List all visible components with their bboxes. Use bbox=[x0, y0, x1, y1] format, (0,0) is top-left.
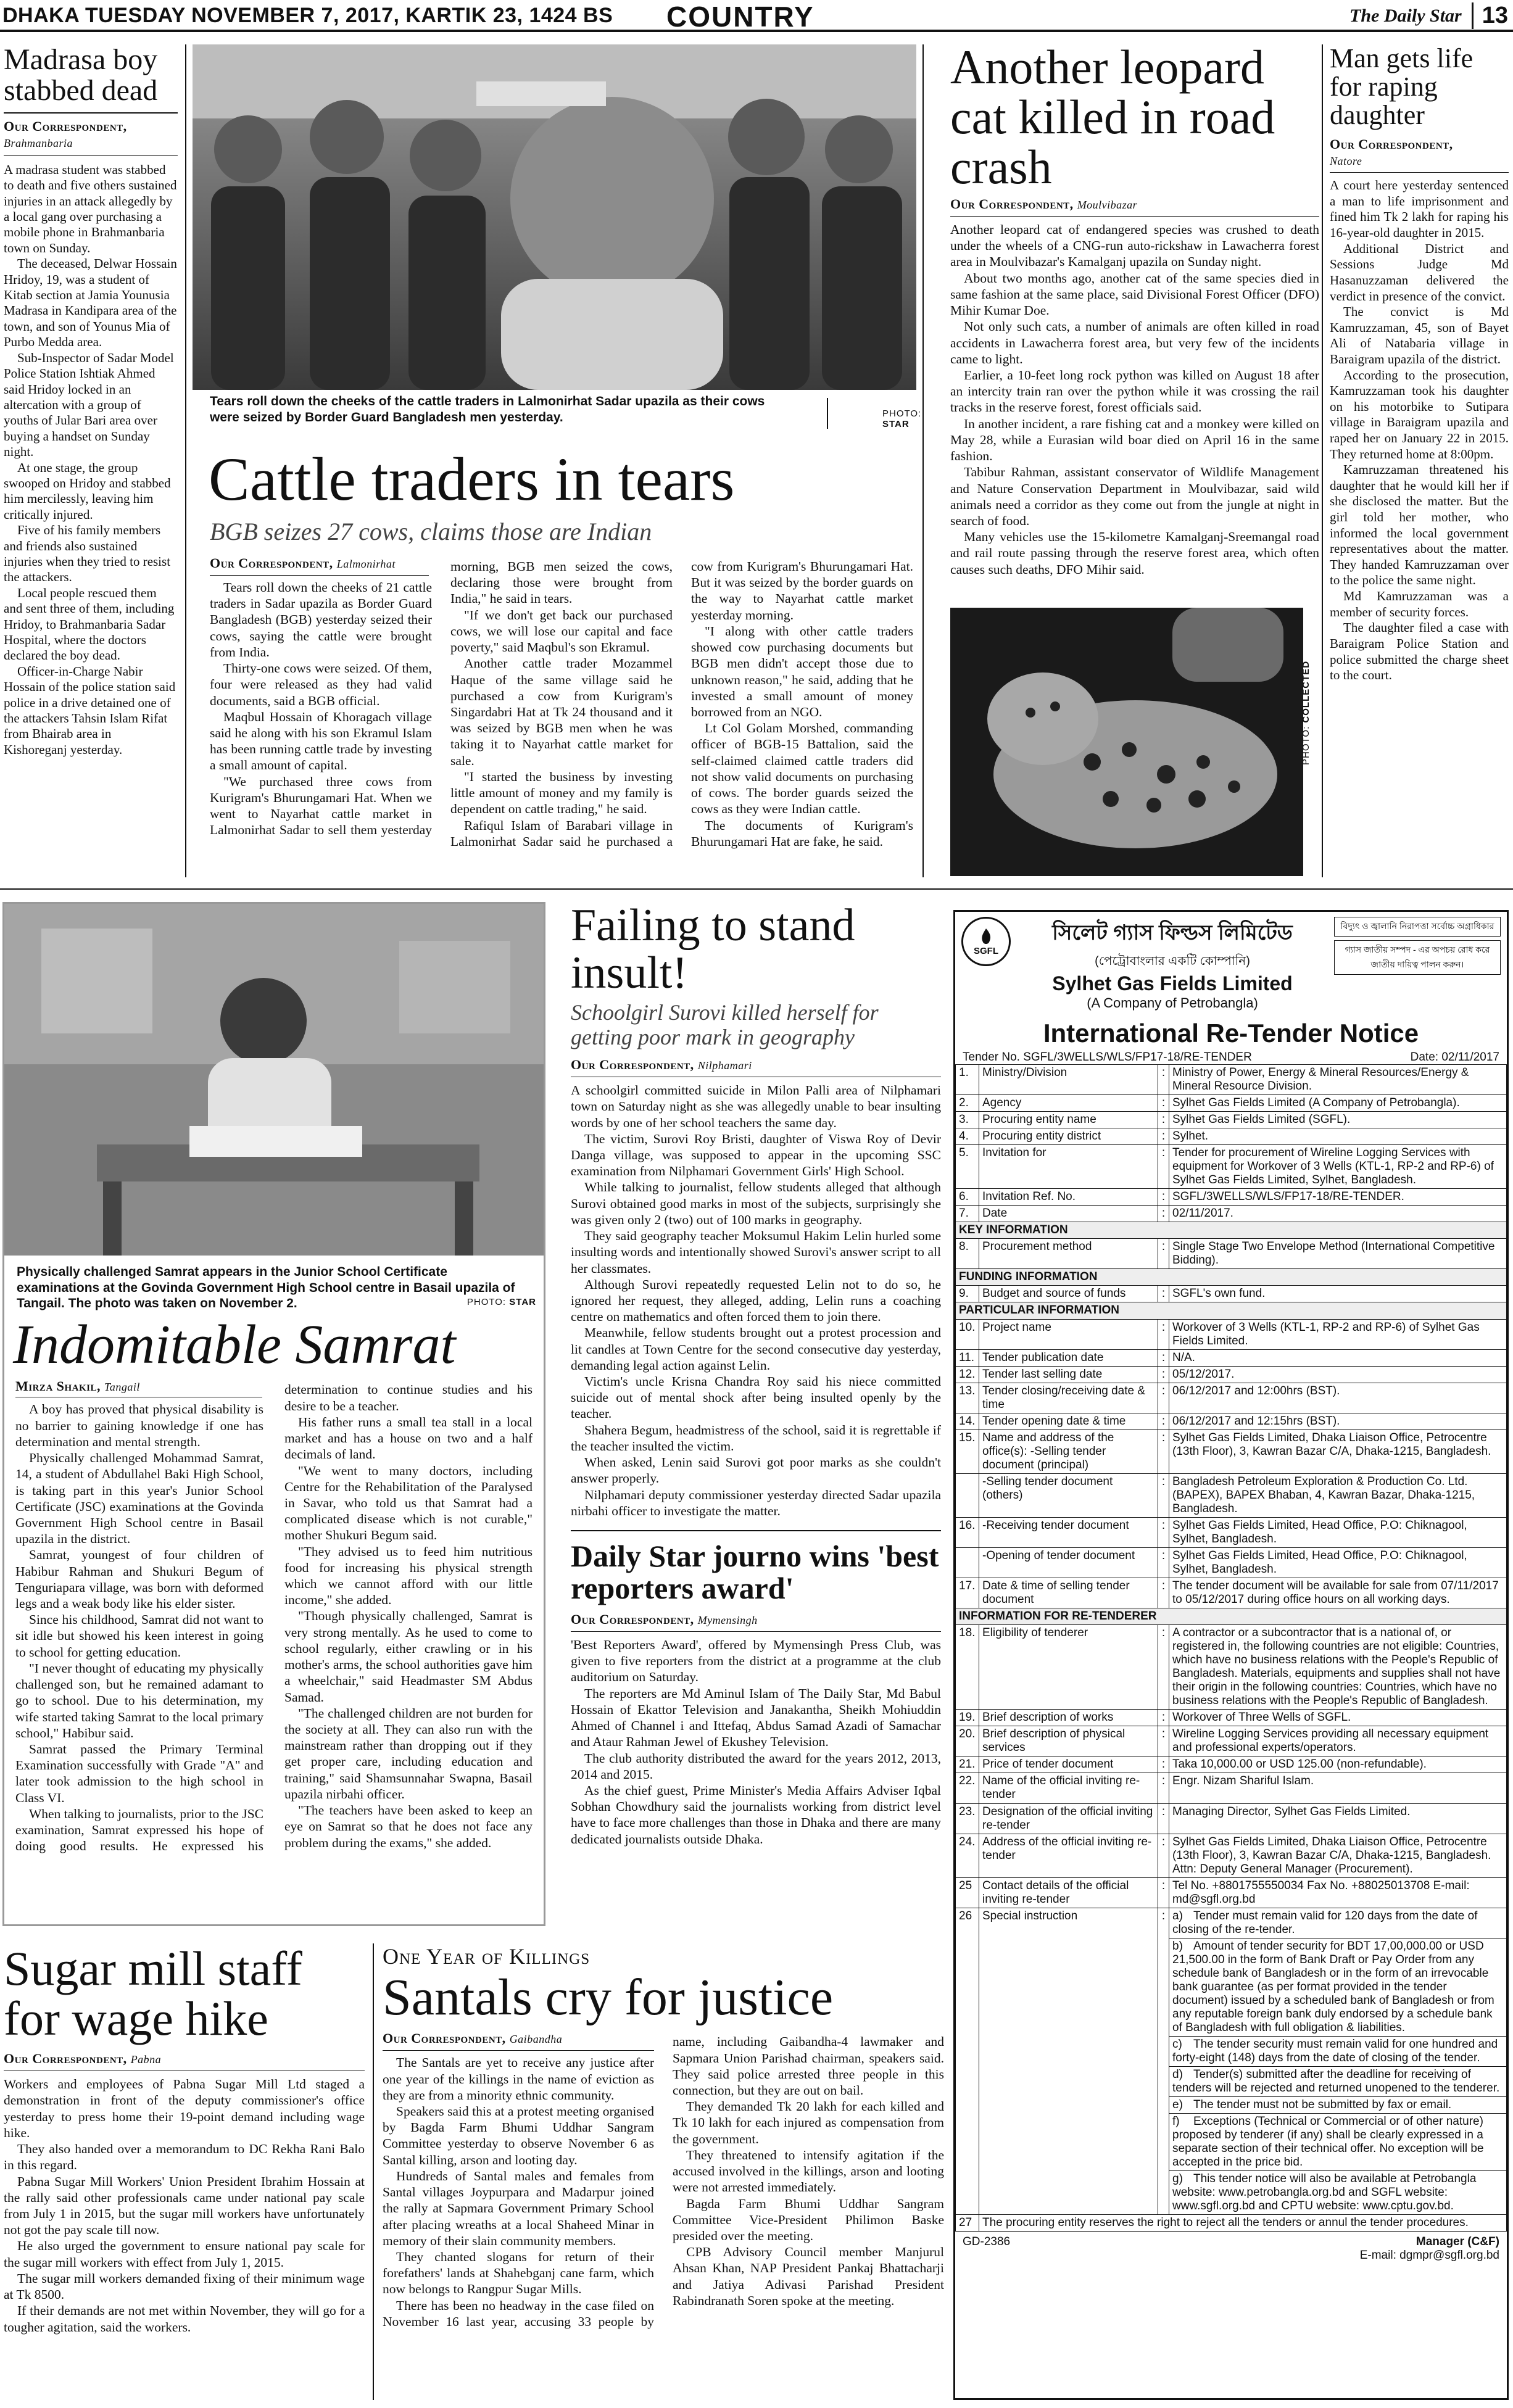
byline-rape: Our Correspondent, Natore bbox=[1330, 136, 1509, 173]
tender-ref: Tender No. SGFL/3WELLS/WLS/FP17-18/RE-TENDER Date: 02/11/2017 bbox=[963, 1051, 1499, 1064]
story-samrat bbox=[2, 902, 545, 1926]
photo-cattle-traders bbox=[193, 44, 916, 390]
credit-cattle: PHOTO: STAR bbox=[882, 408, 922, 429]
headline-surovi: Failing to stand insult! bbox=[571, 900, 855, 998]
tender-row: -Opening of tender document : Sylhet Gas Fields Limited, Head Office, P.O: Chiknagool, Sylhet, Bangladesh. bbox=[956, 1547, 1507, 1578]
crowd-photo-icon bbox=[193, 44, 916, 390]
tender-special-row: e) The tender must not be submitted by fax or email. bbox=[956, 2097, 1507, 2114]
tender-special-row: b) Amount of tender security for BDT 17,00,000.00 or USD 21,500.00 in the form of Bank Draft or Pay Order from any schedule bank of Bangladesh or in the form of an irrevocable bank guarantee (as per format provided in the tender document) issued by a scheduled bank of Bangladesh or from any reputable foreign bank duly endorsed by a schedule bank of Bangladesh with full obligation & liabilities. bbox=[956, 1938, 1507, 2036]
body-santals: The Santals are yet to receive any justice after one year of the killings in the name of eviction as they are from a minority ethnic community. Speakers said this at a protest meeting organised by Bagda Farm Bhumi Uddhar Sangram Committee yesterday to observe November 6 as Santal killing, arson and looting day. Hundreds of Santal males and females from Santal villages Joypurpara and Madarpur joined the rally at Sapmara Government Primary School after placing wreaths at a local Shaheed Minar in memory of their slain community members. They chanted slogans for return of their forefathers' lands at Shahebganj cane farm, which now belongs to Rangpur Sugar Mills. There has been no headway in the case filed on November 16 last year, accusing 33 people by name, including Gaibandha-4 lawmaker and Sapmara Union Parishad chairman, speakers said. They said police arrested three people in this connection, but they are out on bail. They demanded Tk 20 lakh for each killed and Tk 10 lakh for each injured as compensation from the government. They threatened to intensify agitation if the accused involved in the killings, arson and looting were not arrested immediately. Bagda Farm Bhumi Uddhar Sangram Committee Vice-President Philimon Baske presided over the meeting. CPB Advisory Council member Manjurul Ahsan Khan, NAP President Pankaj Bhattacharji and Jatiya Adivasi Parishad President Rabindranath Soren spoke at the meeting. bbox=[383, 2034, 944, 2329]
tender-row: 11. Tender publication date : N/A. bbox=[956, 1349, 1507, 1366]
tender-row: 23. Designation of the official inviting re-tender : Managing Director, Sylhet Gas Fields Limited. bbox=[956, 1803, 1507, 1834]
org-name-bn: সিলেট গ্যাস ফিল্ডস লিমিটেড bbox=[1052, 921, 1293, 945]
tender-section: INFORMATION FOR RE-TENDERER bbox=[956, 1608, 1507, 1625]
tender-row: 7. Date : 02/11/2017. bbox=[956, 1206, 1507, 1222]
byline-surovi: Our Correspondent, Nilphamari bbox=[571, 1057, 941, 1077]
tender-special-row: f) Exceptions (Technical or Commercial or of other nature) proposed by tenderer (if any) shall be clearly expressed in a separate section of their technical offer. No exception will be accepted in the price bid. bbox=[956, 2114, 1507, 2171]
dateline: DHAKA TUESDAY NOVEMBER 7, 2017, KARTIK 23, 1424 BS bbox=[2, 4, 613, 27]
tender-row: 15. Name and address of the office(s): -Selling tender document (principal) : Sylhet Gas Fields Limited, Dhaka Liaison Office, Petrocentre (13th Floor), 3, Kawran Bazar C/A, Dhaka-1215, Bangladesh. bbox=[956, 1429, 1507, 1473]
body-surovi: A schoolgirl committed suicide in Milon Palli area of Nilphamari town on Saturday night as she was allegedly unable to bear insulting words by one of her school teachers the same day. The victim, Surovi Roy Bristi, daughter of Viswa Roy of Devir Danga village, was supposed to appear in the upcoming SSC examination from Nilphamari Government Girls' High School. While talking to journalist, fellow students alleged that although Surovi obtained good marks in most of the subjects, surprisingly she was given only 2 (two) out of 100 marks in geography. They said geography teacher Moksumul Hakim Lelin hurled some insulting words and intentionally showed Surovi's answer script to all her classmates. Although Surovi repeatedly requested Lelin not to do so, he ignored her request, they alleged, adding, Lelin runs a coaching centre on mathematics and often forced them to join there. Meanwhile, fellow students brought out a protest procession and lit candles at Town Centre for the second consecutive day yesterday, demanding legal action against Lelin. Victim's uncle Krisna Chandra Roy said his niece committed suicide out of mental shock after being insulted openly by the teacher. Shahera Begum, headmistress of the school, said it is regrettable if the teacher insulted the victim. When asked, Lenin said Surovi got poor marks as she couldn't answer properly. Nilphamari deputy commissioner yesterday directed Sadar upazila nirbahi officer to investigate the matter. bbox=[571, 1083, 941, 1518]
photo-samrat bbox=[4, 904, 544, 1256]
paper-logo: The Daily Star bbox=[1349, 5, 1462, 26]
body-journo: 'Best Reporters Award', offered by Mymensingh Press Club, was given to five reporters from the district at a programme at the club auditorium on Saturday. The reporters are Md Aminul Islam of The Daily Star, Md Babul Hossain of Ekattor Television and Janakantha, Sheikh Mohiuddin Ahmed of Channel i and Ittefaq, Abdus Samad Azadi of Samachar and Ataur Rahman Jewel of Ekushey Television. The club authority distributed the award for the years 2012, 2013, 2014 and 2015. As the chief guest, Prime Minister's Media Affairs Adviser Iqbal Sobhan Chowdhury said the journalists working from district level have to face more challenges than those in Dhaka and there are many dedicated journalists outside Dhaka. bbox=[571, 1637, 941, 1847]
tender-notice bbox=[953, 910, 1509, 2400]
tender-row: 4. Procuring entity district : Sylhet. bbox=[956, 1128, 1507, 1145]
credit-leopard: PHOTO: COLLECTED bbox=[1301, 660, 1311, 765]
tender-row: 18. Eligibility of tenderer : A contractor or a subcontractor that is a national of, or registered in, the following countries are not eligible: Countries, which have no business relations with the People's Republic of Bangladesh. Materials, equipments and supplies shall not have their origin in the following countries: Countries, which have no business relations with the People's Republic of Bangladesh. bbox=[956, 1625, 1507, 1710]
tender-row: 1. Ministry/Division : Ministry of Power, Energy & Mineral Resources/Energy & Mineral Resource Division. bbox=[956, 1065, 1507, 1095]
tender-section: KEY INFORMATION bbox=[956, 1222, 1507, 1239]
story-santals bbox=[383, 1943, 944, 2379]
body-leopard: Another leopard cat of endangered species was crushed to death under the wheels of a CNG-run auto-rickshaw in Lawacherra forest area in Moulvibazar's Kamalganj upazila on Sunday night. About two months ago, another cat of the same species died in same fashion at the same place, said Divisional Forest Officer (DFO) Mihir Kumar Doe. Not only such cats, a number of animals are often killed in road accidents in Lawacherra forest area, but very few of the incidents came to light. Earlier, a 10-feet long rock python was killed on August 18 after an intercity train ran over the python while it was crossing the rail tracks in the reserve forest, forest officials said. In another incident, a rare fishing cat and a monkey were killed on May 28, while a Eurasian wild boar died on April 16 in the same fashion. Tabibur Rahman, assistant conservator of Wildlife Management and Nature Conservation Department in Moulvibazar, said wild animals need a corridor as they come out from the jungle at night in search of food. Many vehicles use the 15-kilometre Kamalganj-Sreemangal road and rail route passing through the reserve forest area, which often causes such deaths, DFO Mihir said. bbox=[950, 222, 1319, 577]
body-cattle: Tears roll down the cheeks of 21 cattle traders in Sadar upazila as Border Guard Bangladesh (BGB) yesterday seized their cows, saying the cattle were brought from India. Thirty-one cows were seized. Of them, four were released as they had valid documents, said a BGB official. Maqbul Hossain of Khoragach village said he along with his son Ekramul Islam has been running cattle trade by investing a small amount of capital. "We purchased three cows from Kurigram's Bhurungamari Hat. When we went to Nayarhat cattle market in Lalmonirhat Sadar to sell them yesterday morning, BGB men seized the cows, declaring those were brought from India," he said in tears. "If we don't get back our purchased cows, we will lose our capital and face poverty," said Maqbul's son Ekramul. Another cattle trader Mozammel Haque of the same village said he purchased a cow from Kurigram's Singardabri Hat at Tk 24 thousand and it was seized by BGB men when he was taking it to Nayarhat cattle market for sale. "I started the business by investing little amount of money and my family is dependent on cattle trading," he said. Rafiqul Islam of Barabari village in Lalmonirhat Sadar said he purchased a cow from Kurigram's Bhurungamari Hat. But it was seized by the border guards on the way to Nayarhat cattle market yesterday morning. "I along with other cattle traders showed cow purchasing documents but BGB men didn't accept those due to unknown reason," he said, adding that he invested a small amount of money borrowed from an NGO. Lt Col Golam Morshed, commanding officer of BGB-15 Battalion, said the self-claimed claimed cattle traders did not show valid documents on purchasing of cows. The border guards seized the cows as they were Indian cattle. The documents of Kurigram's Bhurungamari Hat are fake, he said. bbox=[210, 559, 913, 849]
tender-org bbox=[1017, 917, 1328, 1011]
tender-row: 19. Brief description of works : Workover of Three Wells of SGFL. bbox=[956, 1710, 1507, 1726]
headline-samrat: Indomitable Samrat bbox=[13, 1314, 456, 1375]
body-madrasa: A madrasa student was stabbed to death and five others sustained injuries in an attack allegedly by a local gang over purchasing a mobile phone in Brahmanbaria town on Sunday. The deceased, Delwar Hossain Hridoy, 19, was a student of Kitab section at Jamia Younusia Madrasa in Kandipara area of the town, and son of Younus Mia of Purbo Medda area. Sub-Inspector of Sadar Model Police Station Ishtiak Ahmed said Hridoy locked in an altercation with a group of youths of Jular Bari area over buying a handset on Sunday night. At one stage, the group swooped on Hridoy and stabbed him mercilessly, leaving him critically injured. Five of his family members and friends also sustained injuries when they tried to resist the attackers. Local people rescued them and sent three of them, including Hridoy, to Brahmanbaria Sadar Hospital, where the doctors declared the boy dead. Officer-in-Charge Nabir Hossain of the police station said police in a drive detained one of the attackers Tahsin Islam Rifat from Bhairab area in Kishoreganj yesterday. bbox=[4, 162, 177, 757]
tender-section: PARTICULAR INFORMATION bbox=[956, 1302, 1507, 1319]
headline-madrasa: Madrasa boy stabbed dead bbox=[4, 43, 158, 107]
sgfl-logo-icon: SGFL bbox=[961, 917, 1011, 966]
tender-slogans bbox=[1334, 917, 1501, 975]
tender-row: 22. Name of the official inviting re-tender : Engr. Nizam Shariful Islam. bbox=[956, 1773, 1507, 1803]
photo-leopard-cat bbox=[950, 608, 1303, 876]
story-cattle-body bbox=[210, 555, 913, 867]
tender-row: 6. Invitation Ref. No. : SGFL/3WELLS/WLS/FP17-18/RE-TENDER. bbox=[956, 1189, 1507, 1206]
tender-row: -Selling tender document (others) : Bangladesh Petroleum Exploration & Production Co. Ltd. (BAPEX), BAPEX Bhaban, 4, Kawran Bazar, Dhaka-1215, Bangladesh. bbox=[956, 1473, 1507, 1517]
tender-row: 13. Tender closing/receiving date & time : 06/12/2017 and 12:00hrs (BST). bbox=[956, 1383, 1507, 1413]
org-sub-bn: (পেট্রোবাংলার একটি কোম্পানি) bbox=[1095, 954, 1250, 968]
tender-row: 25 Contact details of the official inviting re-tender : Tel No. +8801755550034 Fax No. +88025013708 E-mail: md@sgfl.org.bd bbox=[956, 1877, 1507, 1908]
headline-journo: Daily Star journo wins 'best reporters award' bbox=[571, 1539, 939, 1605]
headline-cattle: Cattle traders in tears bbox=[209, 445, 735, 513]
deck-cattle: BGB seizes 27 cows, claims those are Indian bbox=[210, 518, 652, 545]
slogan-2: গ্যাস জাতীয় সম্পদ - এর অপচয় রোধ করে জাতীয় দায়িত্ব পালন করুন। bbox=[1334, 940, 1501, 975]
tender-row: 5. Invitation for : Tender for procurement of Wireline Logging Services with equipment for Workover of 3 Wells (KTL-1, RP-2 and RP-6) of Sylhet Gas Fields Limited, Sylhet, Bangladesh. bbox=[956, 1145, 1507, 1189]
byline-samrat: Mirza Shakil, Tangail bbox=[15, 1378, 262, 1397]
deck-surovi: Schoolgirl Surovi killed herself for getting poor mark in geography bbox=[571, 999, 879, 1049]
footer-sign: Manager (C&F) E-mail: dgmpr@sgfl.org.bd bbox=[1359, 2235, 1499, 2262]
tender-footer bbox=[955, 2232, 1507, 2262]
caption-samrat: Physically challenged Samrat appears in the Junior School Certificate examinations at the Govinda Government High School centre in Basail upazila of Tangail. The photo was taken on November 2. bbox=[17, 1265, 515, 1311]
body-rape: A court here yesterday sentenced a man to life imprisonment and fined him Tk 2 lakh for raping his 16-year-old daughter in 2015. Additional District and Sessions Judge Md Hasanuzzaman delivered the verdict in presence of the convict. The convict is Md Kamruzzaman, 45, son of Bayet Ali of Natabaria village in Baraigram upazila of the district. According to the prosecution, Kamruzzaman took his daughter on his motorbike to Sutipara village in Baraigram upazila and raped her on January 22 in 2015. They returned home at 8:00pm. Kamruzzaman threatened his daughter that he would kill her if she disclosed the matter. But the girl told her mother, who informed the local government representatives about the matter. They handed Kamruzzaman over to the police the same night. Md Kamruzzaman was a member of security forces. The daughter filed a case with Baraigram Police Station and police submitted the charge sheet to the court. bbox=[1330, 178, 1509, 683]
slogan-1: বিদ্যুৎ ও জ্বালানি নিরাপত্তা সর্বোচ্চ অগ্রাধিকার bbox=[1334, 917, 1501, 937]
tender-row: 2. Agency : Sylhet Gas Fields Limited (A Company of Petrobangla). bbox=[956, 1095, 1507, 1112]
headline-santals: Santals cry for justice bbox=[383, 1969, 834, 2026]
headline-leopard: Another leopard cat killed in road crash bbox=[950, 40, 1275, 194]
column-rule bbox=[185, 44, 186, 877]
classroom-photo-icon bbox=[4, 904, 544, 1256]
tender-row: 3. Procuring entity name : Sylhet Gas Fields Limited (SGFL). bbox=[956, 1112, 1507, 1128]
section-name: COUNTRY bbox=[666, 1, 815, 33]
column-rule bbox=[1322, 44, 1323, 877]
divider bbox=[4, 112, 178, 114]
tender-row: 14. Tender opening date & time : 06/12/2017 and 12:15hrs (BST). bbox=[956, 1413, 1507, 1429]
byline-madrasa: Our Correspondent, Brahmanbaria bbox=[4, 118, 127, 149]
divider bbox=[4, 155, 178, 156]
credit-samrat: PHOTO: STAR bbox=[466, 1296, 536, 1307]
tender-row: 10. Project name : Workover of 3 Wells (KTL-1, RP-2 and RP-6) of Sylhet Gas Fields Limited. bbox=[956, 1319, 1507, 1349]
headline-sugar: Sugar mill staff for wage hike bbox=[4, 1942, 302, 2046]
column-rule bbox=[922, 44, 924, 877]
story-journo bbox=[571, 1530, 941, 1847]
tender-row: 8. Procurement method : Single Stage Two Envelope Method (International Competitive Bidding). bbox=[956, 1239, 1507, 1269]
masthead-right bbox=[1349, 2, 1508, 29]
org-name-en: Sylhet Gas Fields Limited bbox=[1052, 972, 1293, 995]
tender-row: 16. -Receiving tender document : Sylhet Gas Fields Limited, Head Office, P.O: Chiknagool, Sylhet, Bangladesh. bbox=[956, 1517, 1507, 1547]
tender-row: 21. Price of tender document : Taka 10,000.00 or USD 125.00 (non-refundable). bbox=[956, 1756, 1507, 1773]
tender-row: 9. Budget and source of funds : SGFL's own fund. bbox=[956, 1286, 1507, 1302]
caption-cattle: Tears roll down the cheeks of the cattle traders in Lalmonirhat Sadar upazila as their cows were seized by Border Guard Bangladesh men yesterday. bbox=[210, 394, 765, 424]
section-divider bbox=[0, 888, 1513, 890]
story-leopard bbox=[950, 196, 1319, 577]
tender-table bbox=[955, 1064, 1507, 2232]
tender-special-row: 26 Special instruction : a) Tender must remain valid for 120 days from the date of closing of the re-tender. bbox=[956, 1908, 1507, 1938]
story-samrat-body bbox=[4, 1373, 544, 1887]
notice-title: International Re-Tender Notice bbox=[1043, 1019, 1419, 1048]
leopard-cat-icon bbox=[950, 608, 1303, 876]
byline-sugar: Our Correspondent, Pabna bbox=[4, 2051, 365, 2071]
org-sub-en: (A Company of Petrobangla) bbox=[1087, 995, 1258, 1011]
tender-special-row: g) This tender notice will also be available at Petrobangla website: www.petrobangla.org.bd and SGFL website: www.sgfl.org.bd and CPTU website: www.cptu.gov.bd. bbox=[956, 2171, 1507, 2215]
tender-row: 17. Date & time of selling tender document : The tender document will be available for sale from 07/11/2017 to 05/12/2017 during office hours on all working days. bbox=[956, 1578, 1507, 1608]
byline-leopard: Our Correspondent, Moulvibazar bbox=[950, 196, 1319, 217]
byline-journo: Our Correspondent, Mymensingh bbox=[571, 1612, 941, 1632]
kicker-santals: One Year of Killings bbox=[383, 1944, 591, 1969]
page-number: 13 bbox=[1472, 2, 1508, 29]
byline-santals: Our Correspondent, Gaibandha bbox=[383, 2030, 654, 2051]
byline-cattle: Our Correspondent, Lalmonirhat bbox=[210, 555, 429, 576]
tender-row: 24. Address of the official inviting re-tender : Sylhet Gas Fields Limited, Dhaka Liaison Office, Petrocentre (13th Floor), 3, Kawran Bazar C/A, Dhaka-1215, Bangladesh. Attn: Deputy General Manager (Procurement). bbox=[956, 1834, 1507, 1877]
tender-special-row: c) The tender security must remain valid for one hundred and forty-eight (148) days from the date of closing of the tender. bbox=[956, 2037, 1507, 2067]
story-surovi bbox=[571, 902, 941, 1519]
tender-section: FUNDING INFORMATION bbox=[956, 1269, 1507, 1286]
flame-icon bbox=[977, 927, 995, 946]
tender-row: 12. Tender last selling date : 05/12/2017. bbox=[956, 1366, 1507, 1383]
tender-special-row: d) Tender(s) submitted after the deadline for receiving of tenders will be rejected and returned unopened to the tenderer. bbox=[956, 2067, 1507, 2097]
tender-row: 27 The procuring entity reserves the right to reject all the tenders or annul the tender procedures. bbox=[956, 2215, 1507, 2232]
headline-rape: Man gets life for raping daughter bbox=[1330, 43, 1474, 130]
body-samrat: A boy has proved that physical disability is no barrier to gaining knowledge if one has determination and mental strength. Physically challenged Mohammad Samrat, 14, a student of Abdullahel Baki High School, is taking part in this year's Junior School Certificate (JSC) examinations at the Govinda Government High School centre in Basail upazila in the district. Samrat, youngest of four children of Habibur Rahman and Shukuri Begum of Tenguriapara village, was born with deformed legs and a weak body like his elder sister. Since his childhood, Samrat did not want to sit idle but showed his keen interest in going to school for getting education. "I never thought of educating my physically challenged son, but he remained adamant to go to school. Due to his determination, my wife started taking Samrat to the local primary school," Habibur said. Samrat passed the Primary Terminal Examination successfully with Grade "A" and later took admission to the high school in Class VI. When talking to journalists, prior to the JSC examination, Samrat expressed his hope of doing good results. He expressed his determination to continue studies and his desire to be a teacher. His father runs a small tea stall in a local market and has a house on two and a half decimals of land. "We went to many doctors, including Centre for the Rehabilitation of the Paralysed in Savar, who told us that Samrat had a complicated disease which is not curable," mother Shukuri Begum said. "They advised us to feed him nutritious food for increasing his physical strength which we cannot afford with our little income," she added. "Though physically challenged, Samrat is very strong mentally. As he used to come to school regularly, either crawling or in his mother's arms, the school authorities gave him a wheelchair," said Headmaster SM Abdus Samad. "The challenged children are not burden for the society at all. They can also run with the mainstream rather than dropping out if they get proper care, including education and training," said Shamsunnahar Swapna, Basail upazila nirbahi officer. "The teachers have been asked to keep an eye on Samrat so that he does not face any problem during the exams," she added. bbox=[15, 1382, 533, 1854]
tender-header bbox=[955, 912, 1507, 1014]
story-rape bbox=[1330, 44, 1509, 684]
footer-code: GD-2386 bbox=[963, 2235, 1011, 2249]
masthead bbox=[0, 0, 1513, 32]
credit-rule bbox=[827, 398, 828, 429]
story-sugar bbox=[4, 1943, 365, 2335]
tender-row: 20. Brief description of physical services : Wireline Logging Services providing all necessary equipment and professional experts/operators. bbox=[956, 1726, 1507, 1756]
body-sugar: Workers and employees of Pabna Sugar Mill Ltd staged a demonstration in front of the deputy commissioner's office yesterday to press home their 19-point demand including wage hike. They also handed over a memorandum to DC Rekha Rani Balo in this regard. Pabna Sugar Mill Workers' Union President Ibrahim Hossain at the rally said other professionals came under national pay scale from July 1 in 2015, but the sugar mill workers have unfortunately not got the pay scale till now. He also urged the government to ensure national pay scale for the sugar mill workers with effect from July 1, 2015. The sugar mill workers demanded fixing of their minimum wage at Tk 8500. If their demands are not met within November, they will go for a tougher agitation, said the workers. bbox=[4, 2077, 365, 2335]
column-rule bbox=[373, 1943, 374, 2400]
story-madrasa bbox=[4, 44, 178, 758]
